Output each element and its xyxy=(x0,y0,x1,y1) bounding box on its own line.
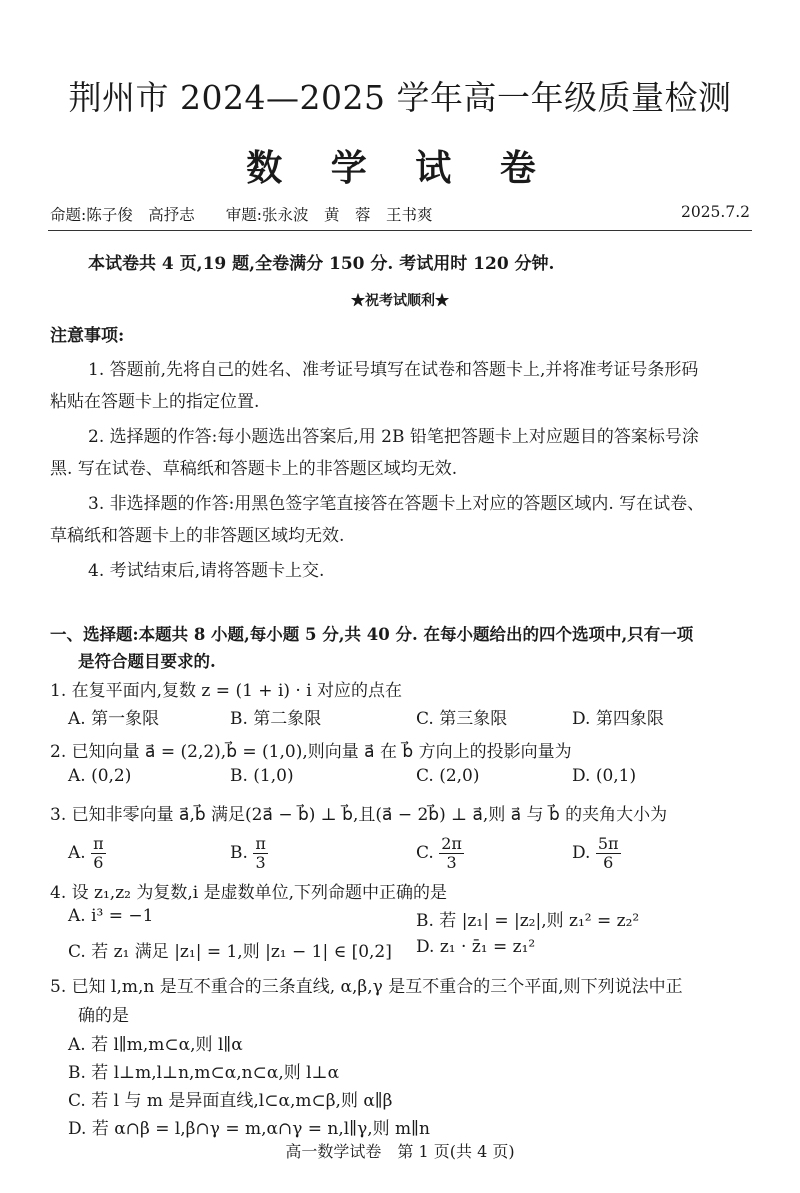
good-luck-banner: ★祝考试顺利★ xyxy=(351,293,449,309)
fraction-denominator: 3 xyxy=(255,853,266,872)
q3-option-c-label: C. xyxy=(416,843,434,863)
notes-heading: 注意事项: xyxy=(50,326,125,346)
q5-option-b: B. 若 l⊥m,l⊥n,m⊂α,n⊂α,则 l⊥α xyxy=(68,1063,340,1083)
note-line: 粘贴在答题卡上的指定位置. xyxy=(50,392,260,412)
fraction-numerator: π xyxy=(93,834,104,853)
q4-option-a: A. i³ = −1 xyxy=(68,906,154,926)
fraction-numerator: π xyxy=(255,834,266,853)
q3-option-b-label: B. xyxy=(230,843,248,863)
fraction-numerator: 2π xyxy=(441,834,462,853)
question-5-stem: 5. 已知 l,m,n 是互不重合的三条直线, α,β,γ 是互不重合的三个平面,则下列说法中正 xyxy=(50,977,683,997)
exam-summary: 本试卷共 4 页,19 题,全卷满分 150 分. 考试用时 120 分钟. xyxy=(88,254,555,274)
note-line: 2. 选择题的作答:每小题选出答案后,用 2B 铅笔把答题卡上对应题目的答案标号涂 xyxy=(88,427,699,447)
fraction-numerator: 5π xyxy=(597,834,619,853)
q3-option-c-fraction xyxy=(439,835,464,872)
question-1-stem: 1. 在复平面内,复数 z = (1 + i) · i 对应的点在 xyxy=(50,681,403,701)
exam-title: 荆州市 2024—2025 学年高一年级质量检测 xyxy=(68,78,732,117)
q3-option-d-label: D. xyxy=(572,843,591,863)
q4-option-d: D. z₁ · z̄₁ = z₁² xyxy=(416,937,536,957)
q4-option-b: B. 若 |z₁| = |z₂|,则 z₁² = z₂² xyxy=(416,911,640,931)
question-3-stem: 3. 已知非零向量 a⃗,b⃗ 满足(2a⃗ − b⃗) ⊥ b⃗,且(a⃗ − 2b⃗) ⊥ a⃗,则 a⃗ 与 b⃗ 的夹角大小为 xyxy=(50,805,668,825)
exam-date: 2025.7.2 xyxy=(680,203,750,221)
q1-option-c: C. 第三象限 xyxy=(416,709,508,729)
fraction-denominator: 3 xyxy=(446,853,457,872)
section-heading-cont: 是符合题目要求的. xyxy=(78,652,216,671)
q2-option-b: B. (1,0) xyxy=(230,766,294,786)
q3-option-b xyxy=(230,835,268,872)
q3-option-d xyxy=(572,835,621,872)
exam-subject-title: 数 学 试 卷 xyxy=(246,147,554,189)
q2-option-c: C. (2,0) xyxy=(416,766,480,786)
question-5-stem-cont: 确的是 xyxy=(78,1006,129,1026)
q4-option-c: C. 若 z₁ 满足 |z₁| = 1,则 |z₁ − 1| ∈ [0,2] xyxy=(68,942,392,962)
q3-option-d-fraction xyxy=(596,835,621,872)
q5-option-c: C. 若 l 与 m 是异面直线,l⊂α,m⊂β,则 α∥β xyxy=(68,1091,393,1111)
note-line: 3. 非选择题的作答:用黑色签字笔直接答在答题卡上对应的答题区域内. 写在试卷、 xyxy=(88,494,705,514)
q3-option-a xyxy=(68,835,106,872)
exam-meta xyxy=(50,203,750,225)
q1-option-a: A. 第一象限 xyxy=(68,709,160,729)
note-line: 黑. 写在试卷、草稿纸和答题卡上的非答题区域均无效. xyxy=(50,459,458,479)
header-divider xyxy=(48,230,752,231)
q5-option-a: A. 若 l∥m,m⊂α,则 l∥α xyxy=(68,1035,243,1055)
q3-option-a-label: A. xyxy=(68,843,86,863)
fraction-denominator: 6 xyxy=(603,853,614,872)
q5-option-d: D. 若 α∩β = l,β∩γ = m,α∩γ = n,l∥γ,则 m∥n xyxy=(68,1119,430,1139)
authors-line: 命题:陈子俊 高抒志 审题:张永波 黄 蓉 王书爽 xyxy=(50,206,433,224)
q1-option-d: D. 第四象限 xyxy=(572,709,664,729)
note-line: 1. 答题前,先将自己的姓名、准考证号填写在试卷和答题卡上,并将准考证号条形码 xyxy=(88,360,699,380)
fraction-denominator: 6 xyxy=(93,853,104,872)
note-line: 4. 考试结束后,请将答题卡上交. xyxy=(88,561,325,581)
q3-option-a-fraction xyxy=(91,835,106,872)
q2-option-d: D. (0,1) xyxy=(572,766,637,786)
question-4-stem: 4. 设 z₁,z₂ 为复数,i 是虚数单位,下列命题中正确的是 xyxy=(50,883,448,903)
page-footer: 高一数学试卷 第 1 页(共 4 页) xyxy=(285,1142,515,1161)
q3-option-b-fraction xyxy=(253,835,268,872)
q1-option-b: B. 第二象限 xyxy=(230,709,322,729)
note-line: 草稿纸和答题卡上的非答题区域均无效. xyxy=(50,526,345,546)
q2-option-a: A. (0,2) xyxy=(68,766,132,786)
question-2-stem: 2. 已知向量 a⃗ = (2,2),b⃗ = (1,0),则向量 a⃗ 在 b⃗ 方向上的投影向量为 xyxy=(50,742,572,762)
q3-option-c xyxy=(416,835,464,872)
section-heading: 一、选择题:本题共 8 小题,每小题 5 分,共 40 分. 在每小题给出的四个选项中,只有一项 xyxy=(50,625,694,644)
